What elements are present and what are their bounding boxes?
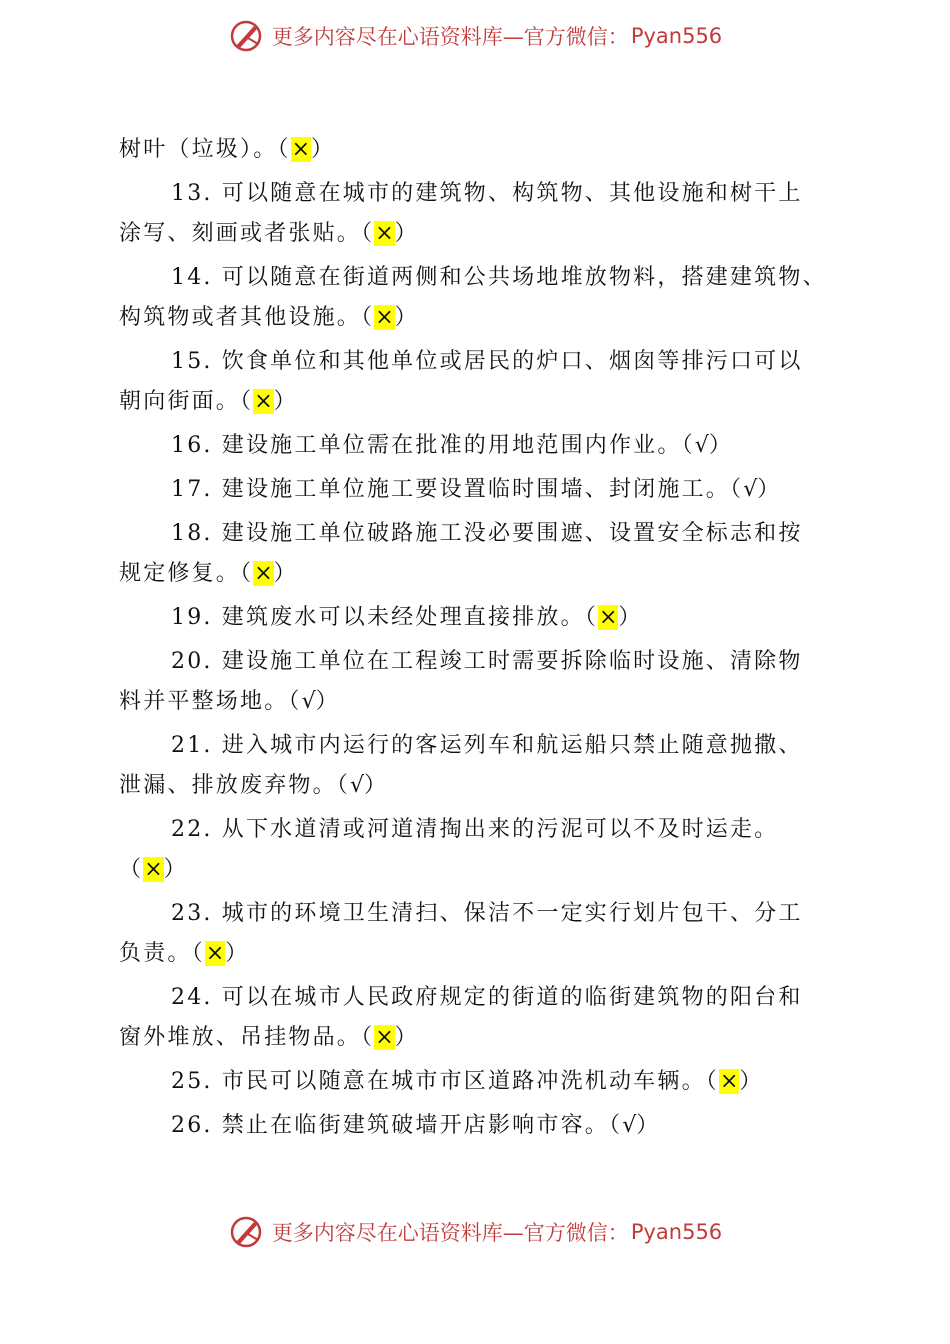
close-paren: ） [618, 605, 643, 630]
question-line [119, 1106, 839, 1146]
question-text: 14. 可以随意在街道两侧和公共场地堆放物料，搭建建筑物、 [171, 265, 827, 290]
banner-text: 更多内容尽在心语资料库—官方微信： [271, 1221, 629, 1245]
close-paren: ） [394, 305, 419, 330]
banner-text: 更多内容尽在心语资料库—官方微信： [271, 25, 629, 49]
question-text: 窗外堆放、吊挂物品。（ [119, 1025, 375, 1050]
question-line-cont [119, 850, 839, 890]
question-line-cont [119, 298, 839, 338]
question-line [119, 642, 839, 682]
answer-false-mark: × [719, 1069, 739, 1094]
question-line [119, 426, 839, 466]
quill-seal-icon [228, 18, 264, 54]
question-text: 15. 饮食单位和其他单位或居民的炉口、烟囱等排污口可以 [171, 349, 803, 374]
question-line-cont [119, 554, 839, 594]
question-text: 18. 建设施工单位破路施工没必要围遮、设置安全标志和按 [171, 521, 803, 546]
answer-false-mark: × [205, 941, 225, 966]
question-text: 19. 建筑废水可以未经处理直接排放。（ [171, 605, 598, 630]
close-paren: ） [273, 561, 298, 586]
answer-true-mark: √ [622, 1113, 637, 1138]
answer-true-mark: √ [301, 689, 316, 714]
close-paren: ） [757, 477, 782, 502]
answer-false-mark: × [254, 389, 273, 414]
question-text: （ [119, 857, 144, 882]
question-line [119, 514, 839, 554]
question-text: 料并平整场地。（ [119, 689, 302, 714]
question-line-cont [119, 934, 839, 974]
question-line [119, 598, 839, 638]
close-paren: ） [225, 941, 250, 966]
close-paren: ） [163, 857, 188, 882]
question-text: 26. 禁止在临街建筑破墙开店影响市容。（ [171, 1113, 623, 1138]
quill-seal-icon [228, 1214, 264, 1250]
close-paren: ） [636, 1113, 661, 1138]
question-text: 24. 可以在城市人民政府规定的街道的临街建筑物的阳台和 [171, 985, 803, 1010]
question-line-cont [119, 214, 839, 254]
question-text: 16. 建设施工单位需在批准的用地范围内作业。（ [171, 433, 695, 458]
question-text: 树叶（垃圾）。（ [119, 137, 291, 162]
question-text: 朝向街面。（ [119, 389, 254, 414]
answer-false-mark: × [375, 221, 394, 246]
question-text: 23. 城市的环境卫生清扫、保洁不一定实行划片包干、分工 [171, 901, 803, 926]
question-line-cont [119, 682, 839, 722]
question-text: 17. 建设施工单位施工要设置临时围墙、封闭施工。（ [171, 477, 744, 502]
question-text: 21. 进入城市内运行的客运列车和航运船只禁止随意抛撒、 [171, 733, 803, 758]
question-line [119, 978, 839, 1018]
question-text: 负责。（ [119, 941, 205, 966]
answer-false-mark: × [375, 305, 394, 330]
question-line-cont [119, 1018, 839, 1058]
header-banner [0, 12, 950, 60]
close-paren: ） [739, 1069, 764, 1094]
question-text: 构筑物或者其他设施。（ [119, 305, 375, 330]
close-paren: ） [364, 773, 389, 798]
answer-true-mark: √ [743, 477, 758, 502]
question-line [119, 894, 839, 934]
close-paren: ） [315, 689, 340, 714]
answer-true-mark: √ [350, 773, 365, 798]
banner-wechat-id: Pyan556 [630, 1220, 723, 1244]
question-line [119, 726, 839, 766]
question-text: 25. 市民可以随意在城市市区道路冲洗机动车辆。（ [171, 1069, 719, 1094]
answer-false-mark: × [144, 857, 163, 882]
answer-false-mark: × [375, 1025, 394, 1050]
question-line [119, 174, 839, 214]
close-paren: ） [708, 433, 734, 458]
close-paren: ） [394, 221, 419, 246]
question-line [119, 342, 839, 382]
question-list [119, 130, 839, 1146]
question-text: 泄漏、排放废弃物。（ [119, 773, 351, 798]
question-text: 规定修复。（ [119, 561, 254, 586]
question-text: 22. 从下水道清或河道清掏出来的污泥可以不及时运走。 [171, 817, 779, 842]
question-line [119, 810, 839, 850]
question-line-cont [119, 766, 839, 806]
banner-wechat-id: Pyan556 [630, 24, 723, 48]
close-paren: ） [273, 389, 298, 414]
question-line [119, 1062, 839, 1102]
close-paren: ） [311, 137, 336, 162]
question-text: 20. 建设施工单位在工程竣工时需要拆除临时设施、清除物 [171, 649, 803, 674]
answer-true-mark: √ [694, 433, 709, 458]
footer-banner [0, 1208, 950, 1256]
question-line [119, 470, 839, 510]
question-line [119, 130, 839, 170]
answer-false-mark: × [291, 137, 311, 162]
question-line [119, 258, 839, 298]
question-line-cont [119, 382, 839, 422]
close-paren: ） [394, 1025, 419, 1050]
question-text: 涂写、刻画或者张贴。（ [119, 221, 375, 246]
question-text: 13. 可以随意在城市的建筑物、构筑物、其他设施和树干上 [171, 181, 803, 206]
answer-false-mark: × [598, 605, 618, 630]
answer-false-mark: × [254, 561, 273, 586]
